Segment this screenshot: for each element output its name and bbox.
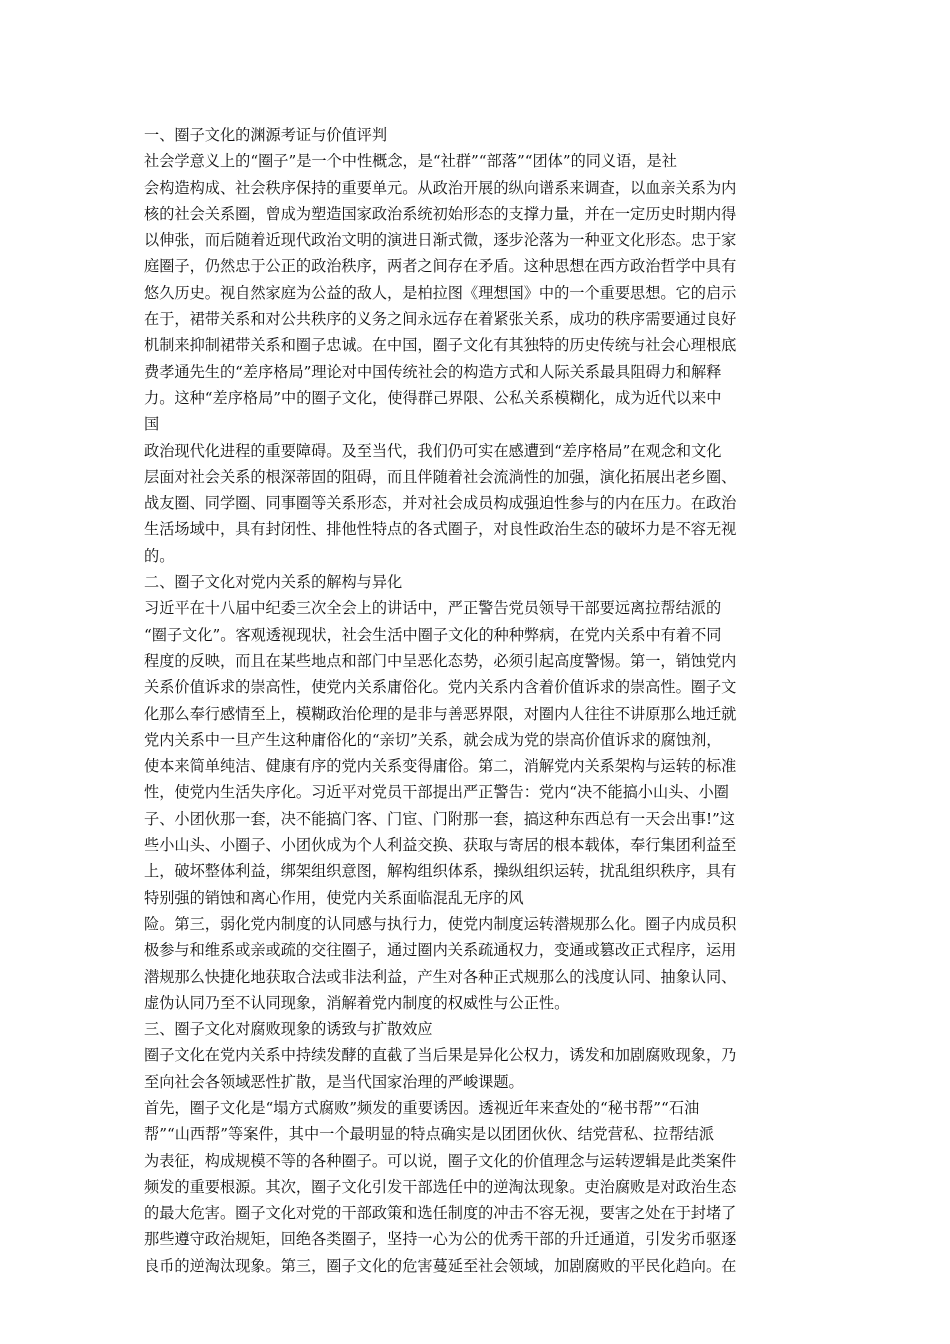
- text-line: 社会学意义上的“圈子”是一个中性概念，是“社群”“部落”“团体”的同义语，是社: [144, 152, 677, 171]
- text-line: 帮”“山西帮”等案件，其中一个最明显的特点确实是以团团伙伙、结党营私、拉帮结派: [144, 1125, 715, 1144]
- text-line: 层面对社会关系的根深蒂固的阻碍，而且伴随着社会流淌性的加强，演化拓展出老乡圈、: [144, 467, 737, 486]
- text-line: 国: [144, 415, 160, 434]
- text-line: 庭圈子，仍然忠于公正的政治秩序，两者之间存在矛盾。这种思想在西方政治哲学中具有: [144, 257, 737, 276]
- text-line: 些小山头、小圈子、小团伙成为个人利益交换、获取与寄居的根本载体，奉行集团利益至: [144, 836, 737, 855]
- text-line: 频发的重要根源。其次，圈子文化引发干部选任中的逆淘汰现象。吏治腐败是对政治生态: [144, 1177, 737, 1196]
- text-line: 险。第三，弱化党内制度的认同感与执行力，使党内制度运转潜规那么化。圈子内成员积: [144, 914, 737, 933]
- text-line: 良币的逆淘汰现象。第三，圈子文化的危害蔓延至社会领域，加剧腐败的平民化趋向。在: [144, 1256, 737, 1275]
- text-line: 特别强的销蚀和离心作用，使党内关系面临混乱无序的风: [144, 888, 524, 907]
- text-line: 悠久历史。视自然家庭为公益的敌人，是柏拉图《理想国》中的一个重要思想。它的启示: [144, 283, 737, 302]
- text-line: 极参与和维系或亲或疏的交往圈子，通过圈内关系疏通权力，变通或篡改正式程序，运用: [144, 941, 737, 960]
- text-line: 党内关系中一旦产生这种庸俗化的“亲切”关系，就会成为党的崇高价值诉求的腐蚀剂，: [144, 730, 722, 749]
- text-line: 力。这种“差序格局”中的圈子文化，使得群己界限、公私关系模糊化，成为近代以来中: [144, 388, 722, 407]
- text-line: 虚伪认同乃至不认同现象，消解着党内制度的权威性与公正性。: [144, 993, 570, 1012]
- text-line: 机制来抑制裙带关系和圈子忠诚。在中国，圈子文化有其独特的历史传统与社会心理根底: [144, 336, 737, 355]
- text-line: 为表征，构成规模不等的各种圈子。可以说，圈子文化的价值理念与运转逻辑是此类案件: [144, 1151, 737, 1170]
- text-line: 一、圈子文化的渊源考证与价值评判: [144, 126, 387, 144]
- text-line: 的。: [144, 546, 175, 565]
- text-line: 生活场域中，具有封闭性、排他性特点的各式圈子，对良性政治生态的破坏力是不容无视: [144, 520, 737, 539]
- text-line: 上，破坏整体利益，绑架组织意图，解构组织体系，操纵组织运转，扰乱组织秩序，具有: [144, 862, 737, 881]
- text-line: 政治现代化进程的重要障碍。及至当代，我们仍可实在感遭到“差序格局”在观念和文化: [144, 441, 722, 460]
- text-line: 战友圈、同学圈、同事圈等关系形态，并对社会成员构成强迫性参与的内在压力。在政治: [144, 494, 737, 513]
- text-line: 子、小团伙那一套，决不能搞门客、门宦、门附那一套，搞这种东西总有一天会出事!”这: [144, 809, 735, 828]
- text-line: 那些遵守政治规矩，回绝各类圈子，坚持一心为公的优秀干部的升迁通道，引发劣币驱逐: [144, 1230, 737, 1249]
- text-line: 费孝通先生的“差序格局”理论对中国传统社会的构造方式和人际关系最具阻碍力和解释: [144, 362, 722, 381]
- text-line: 潜规那么快捷化地获取合法或非法利益，产生对各种正式规那么的浅度认同、抽象认同、: [144, 967, 737, 986]
- text-line: 二、圈子文化对党内关系的解构与异化: [144, 573, 403, 592]
- text-line: 性，使党内生活失序化。习近平对党员干部提出严正警告：党内“决不能搞小山头、小圈: [144, 783, 729, 802]
- text-line: 在于，裙带关系和对公共秩序的义务之间永远存在着紧张关系，成功的秩序需要通过良好: [144, 310, 737, 329]
- text-line: 核的社会关系圈，曾成为塑造国家政治系统初始形态的支撑力量，并在一定历史时期内得: [144, 204, 737, 223]
- text-line: 首先，圈子文化是“塌方式腐败”频发的重要诱因。透视近年来查处的“秘书帮”“石油: [144, 1098, 700, 1117]
- text-line: 会构造构成、社会秩序保持的重要单元。从政治开展的纵向谱系来调查，以血亲关系为内: [144, 178, 737, 197]
- text-line: 关系价值诉求的崇高性，使党内关系庸俗化。党内关系内含着价值诉求的崇高性。圈子文: [144, 678, 737, 697]
- text-line: 圈子文化在党内关系中持续发酵的直截了当后果是异化公权力，诱发和加剧腐败现象，乃: [144, 1046, 737, 1065]
- text-line: 化那么奉行感情至上，模糊政治伦理的是非与善恶界限，对圈内人往往不讲原那么地迁就: [144, 704, 737, 723]
- text-line: 程度的反映，而且在某些地点和部门中呈恶化态势，必须引起高度警惕。第一，销蚀党内: [144, 651, 737, 670]
- text-line: 习近平在十八届中纪委三次全会上的讲话中，严正警告党员领导干部要远离拉帮结派的: [144, 599, 722, 618]
- text-line: 以伸张，而后随着近现代政治文明的演进日渐式微，逐步沦落为一种亚文化形态。忠于家: [144, 231, 737, 250]
- text-line: 三、圈子文化对腐败现象的诱致与扩散效应: [144, 1020, 433, 1039]
- text-line: “圈子文化”。客观透视现状，社会生活中圈子文化的种种弊病，在党内关系中有着不同: [144, 625, 722, 644]
- text-line: 至向社会各领域恶性扩散，是当代国家治理的严峻课题。: [144, 1072, 524, 1091]
- text-line: 使本来简单纯洁、健康有序的党内关系变得庸俗。第二，消解党内关系架构与运转的标准: [144, 757, 737, 776]
- text-line: 的最大危害。圈子文化对党的干部政策和选任制度的冲击不容无视，要害之处在于封堵了: [144, 1204, 737, 1223]
- document-body: [144, 122, 811, 1279]
